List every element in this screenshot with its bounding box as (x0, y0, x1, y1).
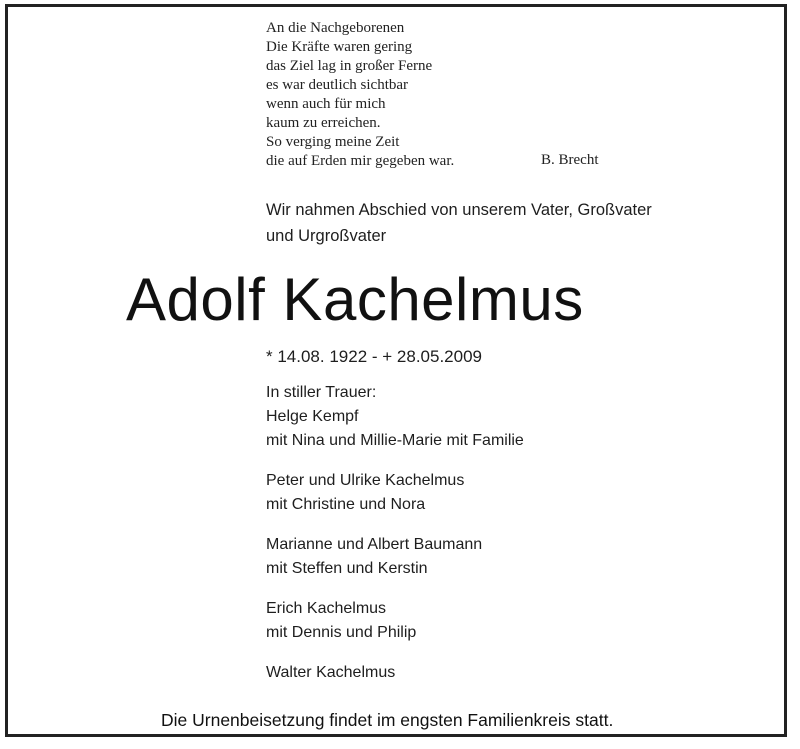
mourner-line: Marianne und Albert Baumann (266, 536, 483, 553)
life-dates: * 14.08. 1922 - + 28.05.2009 (266, 347, 482, 366)
intro-text (266, 197, 652, 249)
mourner-group (266, 597, 524, 645)
poem-author: B. Brecht (541, 152, 599, 168)
poem-line: So verging meine Zeit (266, 134, 400, 150)
mourner-group (266, 469, 524, 517)
mourner-line: Walter Kachelmus (266, 664, 396, 681)
mourner-group (266, 533, 524, 581)
mourner-group (266, 661, 524, 685)
mourner-line: Erich Kachelmus (266, 600, 387, 617)
poem-line: kaum zu erreichen. (266, 115, 381, 131)
mourner-line: mit Dennis und Philip (266, 624, 417, 641)
mourner-line: mit Steffen und Kerstin (266, 560, 428, 577)
poem-line: es war deutlich sichtbar (266, 77, 409, 93)
poem-line: das Ziel lag in großer Ferne (266, 58, 433, 74)
mourner-line: mit Nina und Millie-Marie mit Familie (266, 432, 524, 449)
mourner-line: In stiller Trauer: (266, 384, 377, 401)
burial-note: Die Urnenbeisetzung findet im engsten Familienkreis statt. (161, 710, 614, 730)
intro-line: und Urgroßvater (266, 227, 387, 245)
poem-block (266, 19, 454, 171)
obituary-notice (5, 4, 787, 737)
intro-line: Wir nahmen Abschied von unserem Vater, Großvater (266, 201, 652, 219)
mourner-line: Peter und Ulrike Kachelmus (266, 472, 465, 489)
mourner-line: Helge Kempf (266, 408, 359, 425)
mourners-list (266, 381, 524, 701)
mourner-group (266, 381, 524, 453)
poem-line: An die Nachgeborenen (266, 20, 405, 36)
poem-line: wenn auch für mich (266, 96, 386, 112)
deceased-name: Adolf Kachelmus (126, 266, 584, 333)
poem-line: Die Kräfte waren gering (266, 39, 413, 55)
poem-line: die auf Erden mir gegeben war. (266, 153, 455, 169)
mourner-line: mit Christine und Nora (266, 496, 426, 513)
